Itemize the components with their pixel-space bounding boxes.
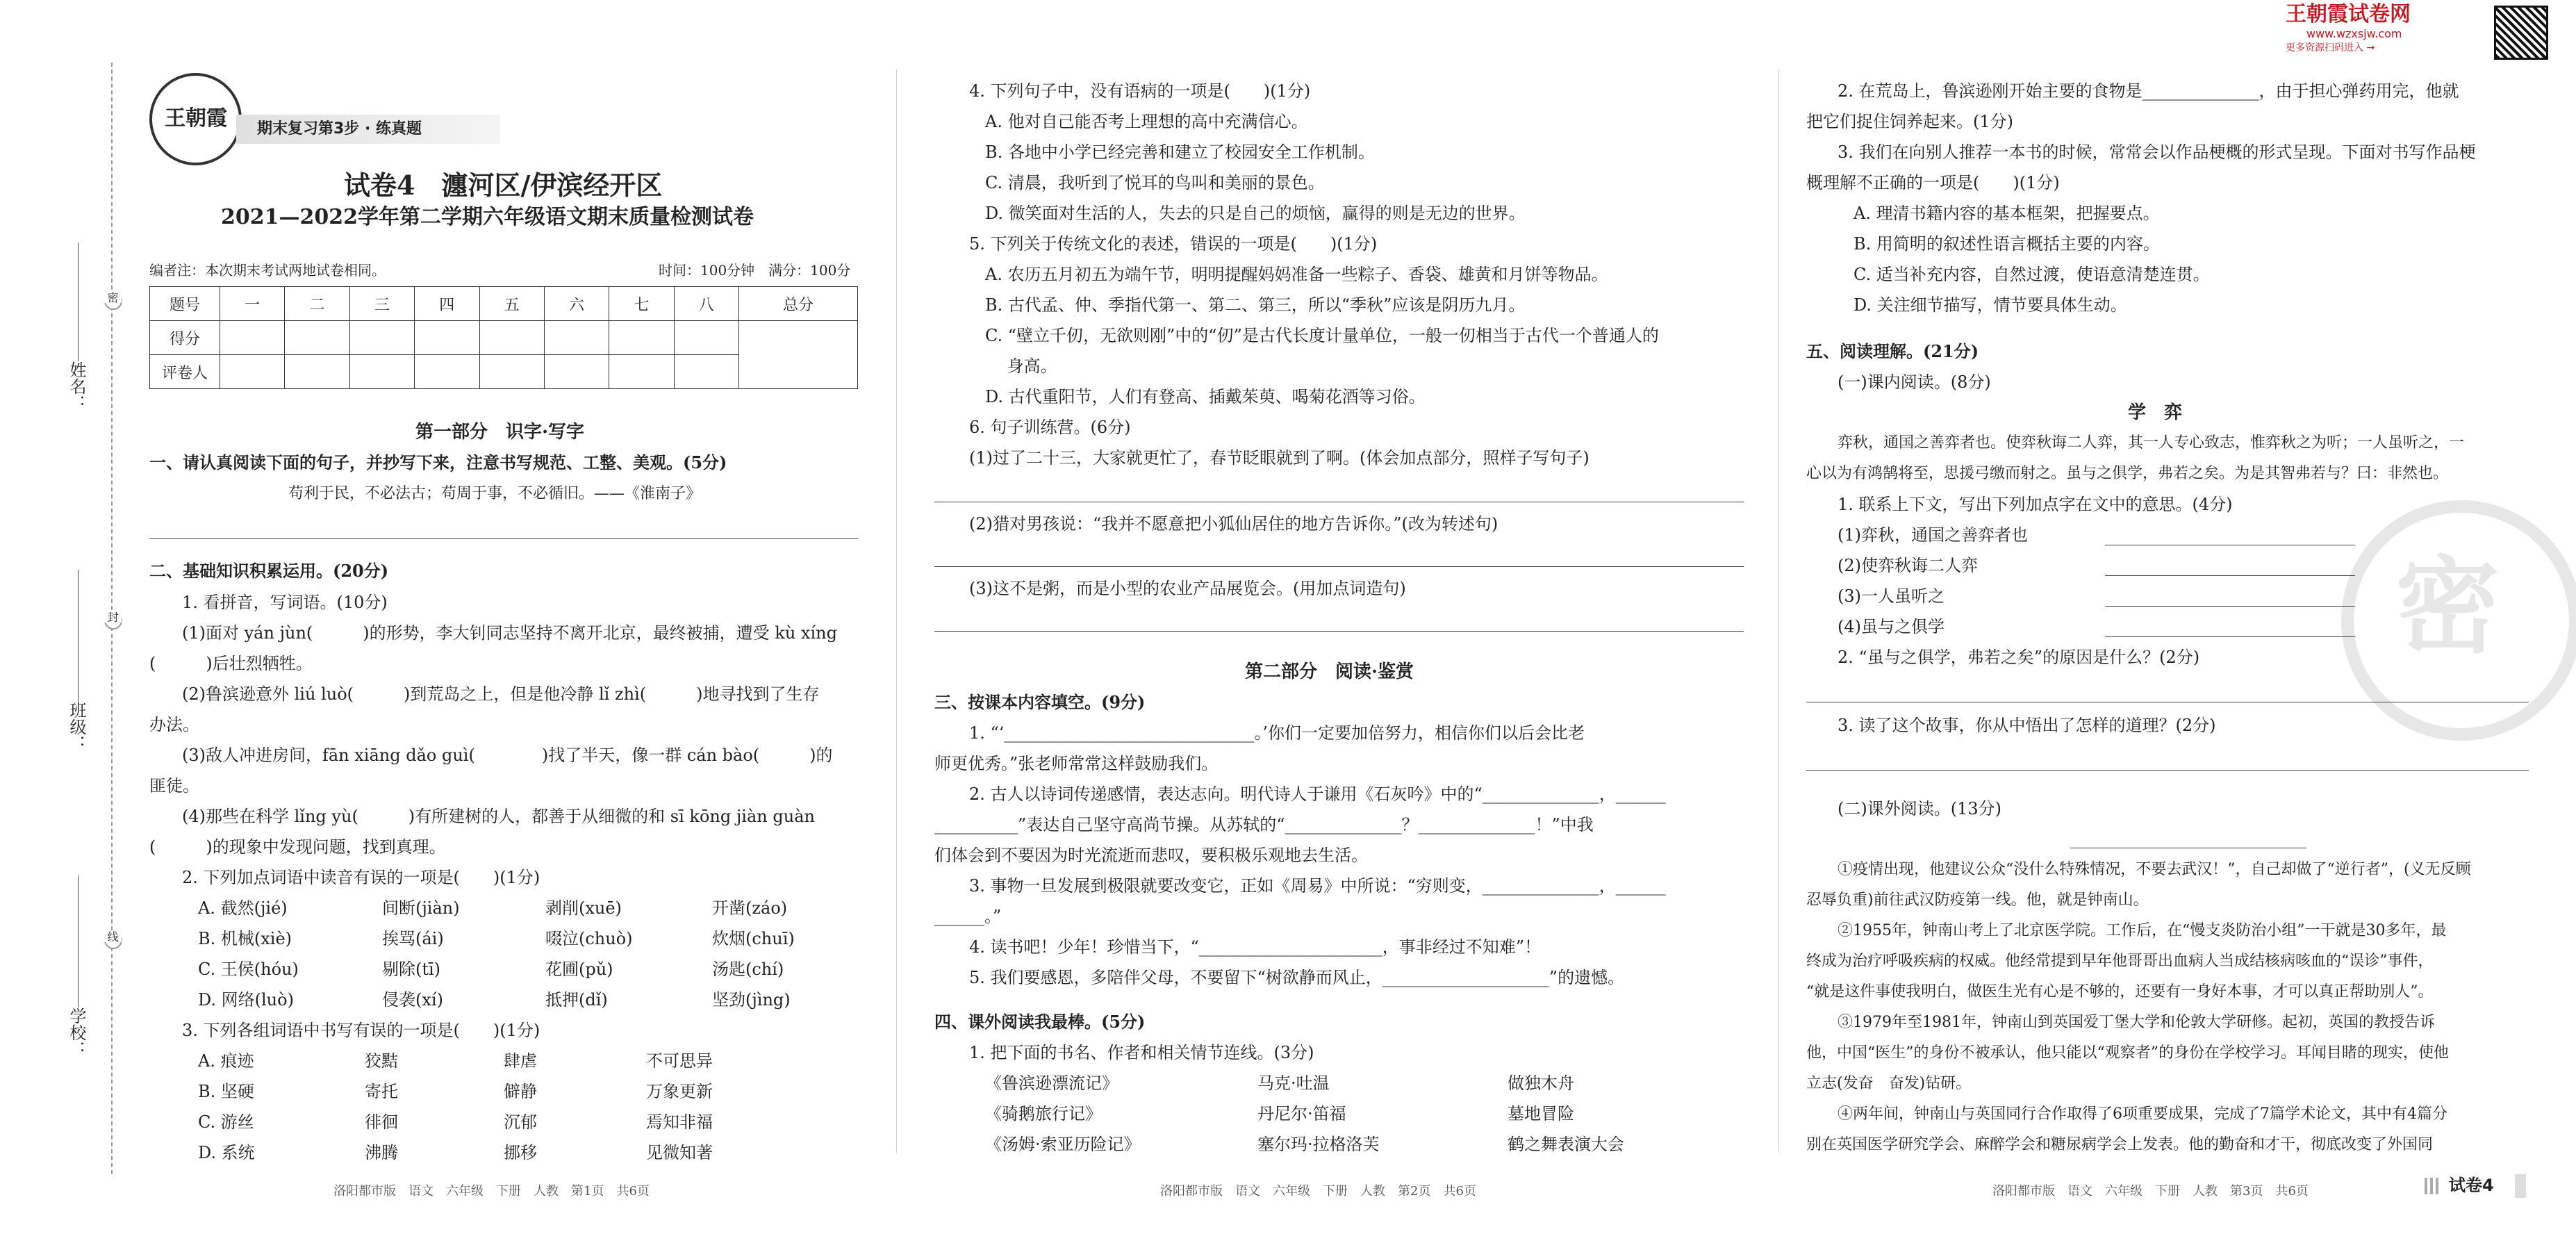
option: A. 截然(jié)	[198, 898, 288, 918]
q6-item: (3)这不是粥，而是小型的农业产品展览会。(用加点词造句)	[969, 579, 1406, 598]
fill-line: 师更优秀。”张老师常常这样鼓励我们。	[934, 754, 1219, 773]
answer-line[interactable]	[149, 538, 858, 539]
p1-title: 1. 联系上下文，写出下列加点字在文中的意思。(4分)	[1838, 495, 2233, 514]
passage-line: ②1955年，钟南山考上了北京医学院。工作后，在“慢支炎防治小组”一干就是30多年，最	[1838, 922, 2447, 939]
grader-cell[interactable]	[285, 355, 349, 389]
book-title: 《骑鹅旅行记》	[985, 1104, 1102, 1123]
passage-title: 学 弈	[2128, 402, 2183, 423]
page-divider	[896, 69, 897, 1153]
q4-title: 4. 下列句子中，没有语病的一项是( )(1分)	[969, 81, 1311, 101]
corner-tag: 试卷4	[2449, 1176, 2494, 1195]
pinyin-line: (4)那些在科学 lǐng yù( )有所建树的人，都善于从细微的和 sī kōng jiàn guàn	[182, 807, 815, 826]
option: D. 古代重阳节，人们有登高、插戴茱萸、喝菊花酒等习俗。	[985, 387, 1426, 406]
school-label: 学校：	[67, 1007, 86, 1057]
section1-title: 第一部分 识字·写字	[415, 422, 585, 443]
option: A. 农历五月初五为端午节，明明提醒妈妈准备一些粽子、香袋、雄黄和月饼等物品。	[985, 265, 1608, 284]
editor-note: 编者注：本次期末考试两地试卷相同。	[149, 262, 386, 279]
book-author: 马克·吐温	[1257, 1073, 1330, 1093]
pinyin-line: ( )后壮烈牺牲。	[149, 654, 313, 673]
p1-item: (3)一人虽听之	[1838, 586, 1945, 606]
option: 炊烟(chuī)	[712, 929, 795, 948]
score-cell[interactable]	[349, 321, 414, 355]
pinyin-line: (3)敌人冲进房间，fān xiāng dǎo guì( )找了半天，像一群 cán bào( )的	[182, 746, 833, 765]
passage-line: “就是这件事使我明白，做医生光有心是不够的，还要有一身好本事，才可以真正帮助别人”。	[1806, 983, 2434, 1001]
exam-title: 试卷4 瀍河区/伊滨经开区	[344, 170, 663, 201]
q3-text: 3. 我们在向别人推荐一本书的时候，常常会以作品梗概的形式呈现。下面对书写作品梗	[1838, 142, 2476, 162]
option: B. 坚硬	[198, 1082, 254, 1101]
option: 肆虐	[504, 1051, 537, 1071]
fill-line: __________”表达自己坚守高尚节操。从苏轼的“______________？______________！”中我	[934, 815, 1594, 834]
section2-title: 第二部分 阅读·鉴赏	[1245, 661, 1414, 682]
score-header: 总分	[739, 287, 858, 321]
corner-pattern-icon	[2425, 1178, 2441, 1194]
q2-2-title: 2. 下列加点词语中读音有误的一项是( )(1分)	[182, 868, 540, 887]
option: 开凿(záo)	[712, 898, 788, 918]
passage-line: ①疫情出现，他建议公众“没什么特殊情况，不要去武汉！”，自己却做了“逆行者”，(义无反顾	[1838, 861, 2471, 878]
option: 狡黠	[365, 1051, 398, 1071]
option: 不可思异	[646, 1051, 713, 1071]
grader-cell[interactable]	[674, 355, 738, 389]
option: D. 网络(luò)	[198, 990, 294, 1010]
option: C. 游丝	[198, 1112, 254, 1132]
page-footer: 洛阳都市版 语文 六年级 下册 人教 第3页 共6页	[1992, 1184, 2309, 1199]
passage-line: 别在英国医学研究学会、麻醉学会和糖尿病学会上发表。他的勤奋和才干，彻底改变了外国同	[1806, 1136, 2434, 1153]
score-header: 六	[544, 287, 609, 321]
q1-quote: 苟利于民，不必法古；苟周于事，不必循旧。——《淮南子》	[288, 485, 702, 502]
answer-line[interactable]	[2105, 575, 2355, 576]
q5-title: 五、阅读理解。(21分)	[1806, 341, 1979, 361]
score-cell[interactable]	[609, 321, 674, 355]
score-header: 二	[285, 287, 349, 321]
pinyin-line: (1)面对 yán jùn( )的形势，李大钊同志坚持不离开北京，最终被捕，遭受 kù xíng	[182, 623, 837, 643]
score-cell[interactable]	[479, 321, 544, 355]
option: 汤匙(chí)	[712, 960, 784, 979]
grader-cell[interactable]	[544, 355, 609, 389]
fill-line: 1. “‘______________________________。’你们一定要加倍努力，相信你们以后会比老	[969, 723, 1585, 743]
q5-title: 5. 下列关于传统文化的表述，错误的一项是( )(1分)	[969, 234, 1378, 254]
score-header: 题号	[150, 287, 220, 321]
q1-title: 一、请认真阅读下面的句子，并抄写下来，注意书写规范、工整、美观。(5分)	[149, 452, 727, 472]
passage-line: 心以为有鸿鹄将至，思援弓缴而射之。虽与之俱学，弗若之矣。为是其智弗若与？曰：非然也。	[1806, 465, 2449, 482]
seal-mark: 密	[102, 292, 122, 303]
seal-mark: 线	[102, 931, 122, 942]
site-url: www.wzxsjw.com	[2306, 27, 2402, 40]
outer-reading-title: (二)课外阅读。(13分)	[1838, 799, 2001, 818]
passage-line: 终成为治疗呼吸疾病的权威。他经常提到早年他哥哥出血病人当成结核病咳血的“误诊”事件，	[1806, 953, 2434, 970]
q6-title: 6. 句子训练营。(6分)	[969, 418, 1131, 437]
option: A. 理清书籍内容的基本框架，把握要点。	[1853, 204, 2160, 223]
watermark-seal-icon: 密	[2341, 500, 2576, 741]
site-brand[interactable]	[2286, 3, 2487, 58]
p1-item: (2)使弈秋诲二人弈	[1838, 556, 1978, 575]
option: 花圃(pǔ)	[545, 960, 613, 979]
option: 侵袭(xí)	[382, 990, 443, 1010]
score-header: 五	[479, 287, 544, 321]
name-label: 姓名：	[67, 361, 86, 411]
book-plot: 鹤之舞表演大会	[1508, 1135, 1624, 1154]
option: 挪移	[504, 1143, 537, 1162]
time-score: 时间：100分钟 满分：100分	[659, 262, 851, 279]
option: 抵押(dǐ)	[545, 990, 608, 1010]
option: 坚劲(jìng)	[712, 990, 791, 1010]
corner-bar	[2515, 1174, 2526, 1198]
score-header: 一	[220, 287, 285, 321]
option: 沸腾	[365, 1143, 398, 1162]
answer-line[interactable]	[934, 566, 1744, 567]
score-header: 八	[674, 287, 738, 321]
option: 僻静	[504, 1082, 537, 1101]
brand-logo	[149, 73, 242, 165]
option: C. 适当补充内容，自然过渡，使语意清楚连贯。	[1853, 265, 2210, 284]
fill-line: 们体会到不要因为时光流逝而悲叹，要积极乐观地去生活。	[934, 846, 1368, 865]
score-cell[interactable]	[544, 321, 609, 355]
book-author: 塞尔玛·拉格洛芙	[1257, 1135, 1380, 1154]
option: B. 古代孟、仲、季指代第一、第二、第三，所以“季秋”应该是阴历九月。	[985, 295, 1526, 315]
score-header: 七	[609, 287, 674, 321]
qr-code-icon[interactable]	[2494, 6, 2548, 60]
p2-title: 2. “虽与之俱学，弗若之矣”的原因是什么？(2分)	[1838, 648, 2200, 667]
grader-cell[interactable]	[609, 355, 674, 389]
answer-line[interactable]	[2105, 636, 2355, 637]
option: B. 机械(xiè)	[198, 929, 292, 948]
book-title: 《鲁滨逊漂流记》	[985, 1073, 1118, 1093]
q4b-title: 四、课外阅读我最棒。(5分)	[934, 1012, 1146, 1032]
grader-cell[interactable]	[220, 355, 285, 389]
passage-line: 忍辱负重)前往武汉防疫第一线。他，就是钟南山。	[1806, 891, 2149, 909]
q2-text: 把它们捉住饲养起来。(1分)	[1806, 112, 2013, 131]
option: C. 王侯(hóu)	[198, 960, 299, 979]
name-field[interactable]	[78, 243, 79, 361]
score-row-label: 评卷人	[150, 355, 220, 389]
qr-caption: 更多资源扫码进入 →	[2286, 42, 2375, 53]
q3-text: 概理解不正确的一项是( )(1分)	[1806, 173, 2060, 192]
q6-item: (2)猎对男孩说：“我并不愿意把小狐仙居住的地方告诉你。”(改为转述句)	[969, 514, 1498, 534]
option: C. 清晨，我听到了悦耳的鸟叫和美丽的景色。	[985, 173, 1325, 192]
fill-line: 2. 古人以诗词传递感情，表达志向。明代诗人于谦用《石灰吟》中的“______________，______	[969, 784, 1666, 804]
option: B. 用简明的叙述性语言概括主要的内容。	[1853, 234, 2160, 254]
q6-item: (1)过了二十三，大家就更忙了，春节眨眼就到了啊。(体会加点部分，照样子写句子)	[969, 448, 1590, 468]
score-row-label: 得分	[150, 321, 220, 355]
option: D. 微笑面对生活的人，失去的只是自己的烦恼，赢得的则是无边的世界。	[985, 204, 1526, 223]
option: 徘徊	[365, 1112, 398, 1132]
page-divider	[1778, 69, 1779, 1153]
pinyin-line: 匪徒。	[149, 776, 199, 796]
grader-cell[interactable]	[415, 355, 479, 389]
passage-line: 立志(发奋 奋发)钻研。	[1806, 1075, 1972, 1092]
book-author: 丹尼尔·笛福	[1257, 1104, 1346, 1123]
answer-line[interactable]	[1806, 770, 2529, 771]
pinyin-line: ( )的现象中发现问题，找到真理。	[149, 837, 446, 857]
total-score-cell[interactable]	[739, 321, 858, 389]
passage-line: 弈秋，通国之善弈者也。使弈秋诲二人弈，其一人专心致志，惟弈秋之为听；一人虽听之，一	[1838, 434, 2465, 452]
inner-reading-title: (一)课内阅读。(8分)	[1838, 372, 1991, 392]
fill-line: 4. 读书吧！少年！珍惜当下，“______________________，事非经过不知难”！	[969, 937, 1542, 957]
q2-text: 2. 在荒岛上，鲁滨逊刚开始主要的食物是______________，由于担心弹药用完，他就	[1838, 81, 2459, 101]
passage-line: ③1979年至1981年，钟南山到英国爱丁堡大学和伦敦大学研修。起初，英国的教授告诉	[1838, 1014, 2435, 1031]
option: 焉知非福	[646, 1112, 713, 1132]
p1-item: (1)弈秋，通国之善弈者也	[1838, 525, 2028, 545]
score-table	[149, 286, 858, 389]
score-cell[interactable]	[415, 321, 479, 355]
book-title: 《汤姆·索亚历险记》	[985, 1135, 1141, 1154]
pinyin-line: 办法。	[149, 715, 199, 734]
school-field[interactable]	[78, 875, 79, 1007]
q2-title: 二、基础知识积累运用。(20分)	[149, 561, 389, 581]
fill-line: ______。”	[934, 907, 1002, 926]
option: 间断(jiàn)	[382, 898, 460, 918]
class-label: 班级：	[67, 702, 86, 752]
option: A. 痕迹	[198, 1051, 254, 1071]
score-cell[interactable]	[220, 321, 285, 355]
fill-line: 3. 事物一旦发展到极限就要改变它，正如《周易》中所说：“穷则变，______________，______	[969, 876, 1666, 896]
option: D. 关注细节描写，情节要具体生动。	[1853, 295, 2127, 315]
grader-cell[interactable]	[349, 355, 414, 389]
fill-line: 5. 我们要感恩，多陪伴父母，不要留下“树欲静而风止，____________________”的遗憾。	[969, 968, 1625, 987]
q2-1-title: 1. 看拼音，写词语。(10分)	[182, 593, 388, 612]
score-header: 四	[415, 287, 479, 321]
option: A. 他对自己能否考上理想的高中充满信心。	[985, 112, 1308, 131]
answer-line[interactable]	[934, 631, 1744, 632]
site-name: 王朝霞试卷网	[2286, 2, 2411, 26]
option: 身高。	[985, 356, 1057, 376]
score-cell[interactable]	[674, 321, 738, 355]
q2-3-title: 3. 下列各组词语中书写有误的一项是( )(1分)	[182, 1021, 540, 1040]
class-field[interactable]	[78, 570, 79, 702]
page-footer: 洛阳都市版 语文 六年级 下册 人教 第1页 共6页	[333, 1184, 650, 1199]
option: 万象更新	[646, 1082, 713, 1101]
exam-subtitle: 2021—2022学年第二学期六年级语文期末质量检测试卷	[221, 205, 754, 229]
pinyin-line: (2)鲁滨逊意外 liú luò( )到荒岛之上，但是他冷静 lǐ zhì( )地寻找到了生存	[182, 684, 820, 704]
header-tag: 期末复习第3步 · 练真题	[257, 120, 422, 138]
answer-line[interactable]	[2105, 606, 2355, 607]
option: B. 各地中小学已经完善和建立了校园安全工作机制。	[985, 142, 1375, 162]
option: C. “壁立千仞，无欲则刚”中的“仞”是古代长度计量单位，一般一仞相当于古代一个普通人的	[985, 326, 1659, 345]
seal-mark: 封	[102, 611, 122, 623]
header-banner	[236, 115, 500, 144]
option: 剔除(tī)	[382, 960, 441, 979]
page-footer: 洛阳都市版 语文 六年级 下册 人教 第2页 共6页	[1160, 1184, 1476, 1199]
book-plot: 墓地冒险	[1508, 1104, 1574, 1123]
passage-line: 他，中国“医生”的身份不被承认，他只能以“观察者”的身份在学校学习。耳闻目睹的现实，使他	[1806, 1044, 2449, 1062]
q4b-1-title: 1. 把下面的书名、作者和相关情节连线。(3分)	[969, 1043, 1314, 1062]
score-header: 三	[349, 287, 414, 321]
option: 沉郁	[504, 1112, 537, 1132]
option: 见微知著	[646, 1143, 713, 1162]
option: 寄托	[365, 1082, 398, 1101]
q3-title: 三、按课本内容填空。(9分)	[934, 692, 1146, 712]
option: 挨骂(ái)	[382, 929, 444, 948]
book-plot: 做独木舟	[1508, 1073, 1574, 1093]
option: D. 系统	[198, 1143, 255, 1162]
grader-cell[interactable]	[479, 355, 544, 389]
score-cell[interactable]	[285, 321, 349, 355]
p1-item: (4)虽与之俱学	[1838, 617, 1945, 636]
option: 剥削(xuē)	[545, 898, 622, 918]
passage-line: ④两年间，钟南山与英国同行合作取得了6项重要成果，完成了7篇学术论文，其中有4篇分	[1838, 1105, 2447, 1123]
p3-title: 3. 读了这个故事，你从中悟出了怎样的道理？(2分)	[1838, 716, 2216, 735]
logo-text: 王朝霞	[165, 106, 227, 131]
option: 啜泣(chuò)	[545, 929, 633, 948]
